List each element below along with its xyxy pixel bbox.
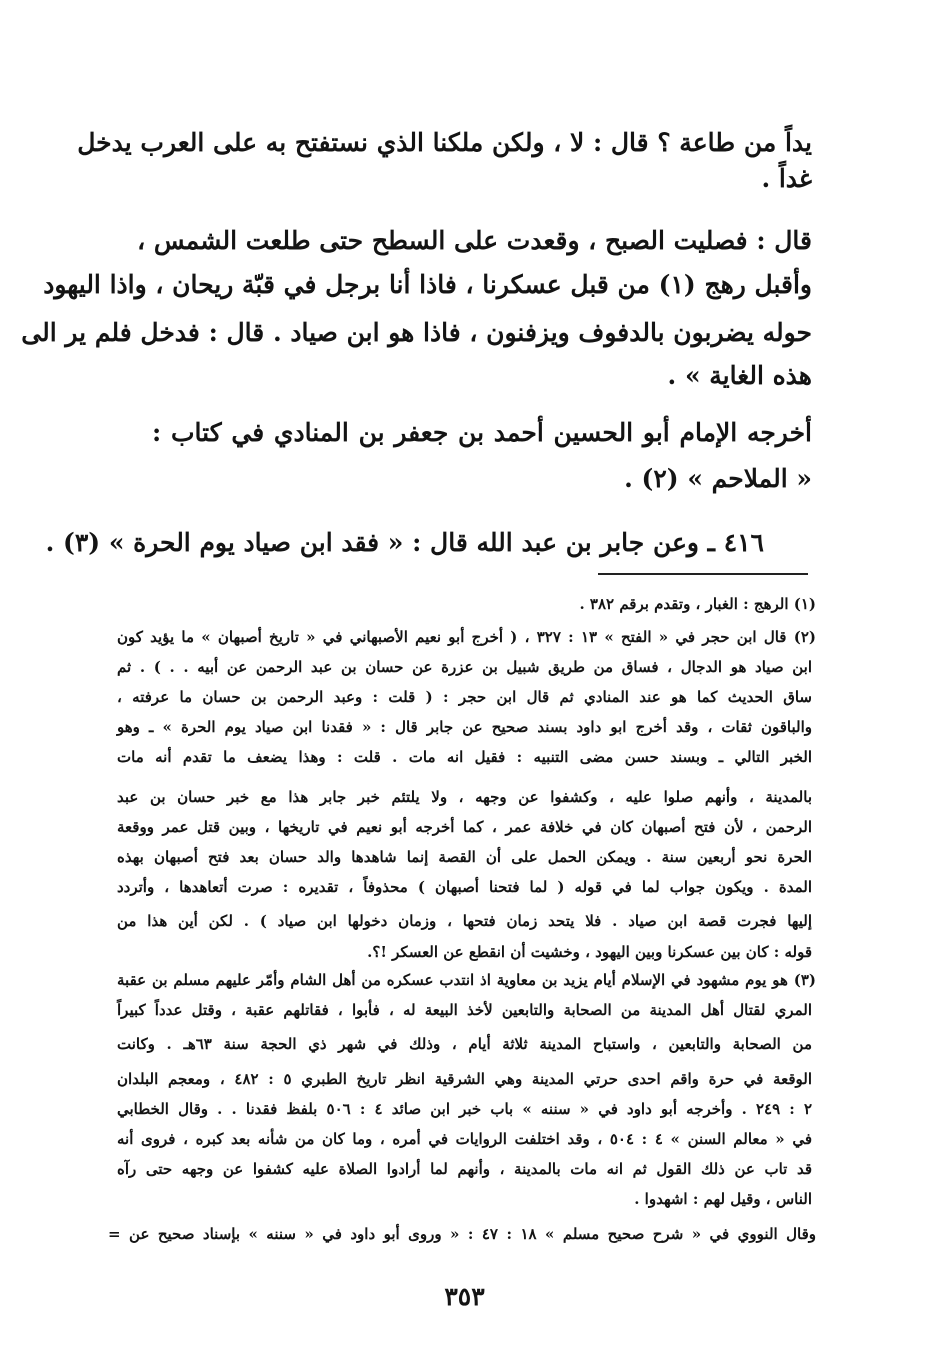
paragraph-line: وأقبل رهج (١) من قبل عسكرنا ، فاذا أنا برجل في قبّة ريحان ، واذا اليهود bbox=[43, 270, 812, 299]
footnote-2-line: المدة . ويكون جواب لما في قوله ( لما فتحنا أصبهان ) محذوفاً ، تقديره : صرت أتعاهدها ، وأتردد bbox=[117, 878, 812, 896]
footnote-2-line: إليها فجرت قصة ابن صياد . فلا يتحد زمان فتحها ، وزمان دخولها ابن صياد ) . لكن أين هذا من bbox=[117, 912, 812, 930]
footnote-3-line: من الصحابة والتابعين ، واستباح المدينة ثلاثة أيام ، وذلك في شهر ذي الحجة سنة ٦٣هـ . وكانت bbox=[117, 1035, 812, 1053]
footnote-3-line: ٢ : ٢٤٩ . وأخرجه أبو داود في « سننه » باب خبر ابن صائد ٤ : ٥٠٦ بلفظ فقدنا . . وقال الخطابي bbox=[117, 1100, 813, 1118]
footnote-2-line: ابن صياد هو الدجال ، فساق من طريق شبيل بن عزرة عن حسان بن عبد الرحمن عن أبيه . . ) . ثم bbox=[117, 658, 812, 676]
footnote-1: (١) الرهج : الغبار ، وتقدم برقم ٣٨٢ . bbox=[579, 595, 816, 613]
footnote-3-line: في « معالم السنن » ٤ : ٥٠٤ ، وقد اختلفت الروايات في أمره ، وما كان من شأنه بعد كبره ، فروى أنه bbox=[117, 1130, 812, 1148]
paragraph-line: قال : فصليت الصبح ، وقعدت على السطح حتى طلعت الشمس ، bbox=[137, 226, 812, 255]
paragraph-line: « الملاحم » (٢) . bbox=[624, 464, 812, 493]
footnote-separator bbox=[598, 573, 808, 575]
footnote-2-line: الرحمن ، لأن فتح أصبهان كان في خلافة عمر ، كما أخرجه أبو نعيم في تاريخها ، وبين قتل عمر ووقعة bbox=[117, 818, 812, 836]
footnote-2-line: ساق الحديث كما هو عند المنادي ثم قال ابن حجر : ( قلت : وعبد الرحمن بن حسان ما عرفته ، bbox=[117, 688, 812, 706]
footnote-2-line: بالمدينة ، وأنهم صلوا عليه ، وكشفوا عن وجهه ، ولا يلتئم خبر جابر هذا مع خبر حسان بن عبد bbox=[117, 788, 812, 806]
footnote-3-line: الناس ، وقيل لهم : اشهدوا . bbox=[634, 1190, 812, 1208]
paragraph-line: حوله يضربون بالدفوف ويزفنون ، فاذا هو ابن صياد . قال : فدخل فلم ير الى bbox=[21, 318, 812, 347]
paragraph-line: أخرجه الإمام أبو الحسين أحمد بن جعفر بن المنادي في كتاب : bbox=[152, 418, 812, 447]
footnote-2-line: قوله : كان بين عسكرنا وبين اليهود ، وخشيت أن انقطع عن العسكر !؟. bbox=[367, 943, 812, 961]
paragraph-line: يداً من طاعة ؟ قال : لا ، ولكن ملكنا الذي نستفتح به على العرب يدخل bbox=[77, 128, 812, 157]
footnote-2-line: الحرة نحو أربعين سنة . ويمكن الحمل على أن القصة إنما شاهدها والد حسان بعد فتح أصبهان بهذه bbox=[117, 848, 812, 866]
footnote-3-line: الوقعة في حرة واقم احدى حرتي المدينة وهي الشرقية انظر تاريخ الطبري ٥ : ٤٨٢ ، ومعجم البلدان bbox=[117, 1070, 812, 1088]
footnote-continuation: وقال النووي في « شرح صحيح مسلم » ١٨ : ٤٧ : « وروى أبو داود في « سننه » بإسناد صحيح عن = bbox=[108, 1225, 817, 1243]
footnote-2-line: والباقون ثقات ، وقد أخرج ابو داود بسند صحيح عن جابر قال : « فقدنا ابن صياد يوم الحرة » ـ وهو bbox=[117, 718, 812, 736]
paragraph-line: غداً . bbox=[761, 164, 812, 193]
page-number: ٣٥٣ bbox=[444, 1282, 485, 1311]
footnote-2-line: الخبر التالي ـ وبسند حسن مضى التنبيه : فقيل انه مات . قلت : وهذا يضعف ما تقدم أنه مات bbox=[117, 748, 812, 766]
footnote-2-line: (٢) قال ابن حجر في « الفتح » ١٣ : ٣٢٧ ، ( أخرج أبو نعيم الأصبهاني في « تاريخ أصبهان » ما يؤيد كون bbox=[117, 628, 816, 646]
footnote-3-line: المري لقتال أهل المدينة من الصحابة والتابعين لأخذ البيعة له ، فأبوا ، فقاتلهم عقبة ، وقتل عدداً كبيراً bbox=[117, 1001, 812, 1019]
paragraph-line: هذه الغاية » . bbox=[667, 361, 812, 390]
footnote-3-line: (٣) هو يوم مشهود في الإسلام أيام يزيد بن معاوية اذ انتدب عسكره من أهل الشام وأمّر عليهم مسلم بن عقبة bbox=[117, 971, 816, 989]
hadith-416: ٤١٦ ـ وعن جابر بن عبد الله قال : « فقد ابن صياد يوم الحرة » (٣) . bbox=[45, 528, 764, 557]
footnote-3-line: قد تاب عن ذلك القول ثم انه مات بالمدينة ، وأنهم لما أرادوا الصلاة عليه كشفوا عن وجهه حتى رآه bbox=[117, 1160, 812, 1178]
